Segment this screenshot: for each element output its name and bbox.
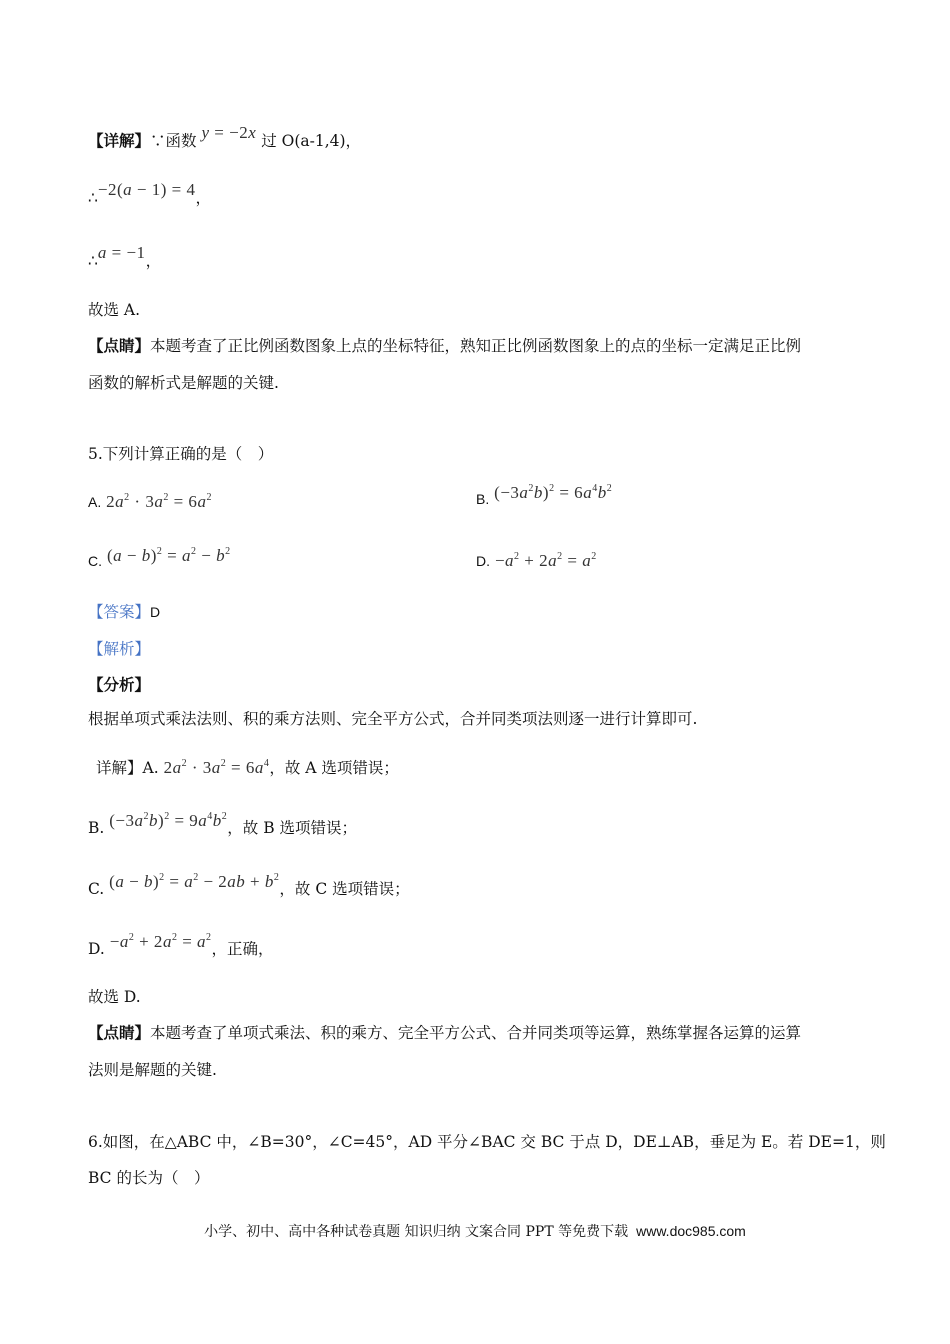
therefore-symbol: ∴ xyxy=(88,189,98,207)
detail-b-text: ，故 B 选项错误； xyxy=(227,819,358,837)
q5-stem: 5.下列计算正确的是（ ） xyxy=(88,445,274,463)
detail-letter: C. xyxy=(88,880,105,898)
page-footer xyxy=(0,1221,950,1241)
option-letter: C. xyxy=(88,553,102,569)
prev-step2 xyxy=(88,243,162,271)
q5-fenxi-text: 根据单项式乘法法则、积的乘方法则、完全平方公式，合并同类项法则逐一进行计算即可. xyxy=(88,710,698,728)
detail-c-text: ，故 C 选项错误； xyxy=(279,880,410,898)
footer-text: 小学、初中、高中各种试卷真题 知识归纳 文案合同 PPT 等免费下载 xyxy=(204,1224,629,1240)
comment-text: 本题考查了正比例函数图象上点的坐标特征，熟知正比例函数图象上的点的坐标一定满足正比例 xyxy=(150,337,802,355)
q6-stem-line2: BC 的长为（ ） xyxy=(88,1169,210,1187)
comment-label: 【点睛】 xyxy=(88,336,151,355)
q5-choose: 故选 D. xyxy=(88,988,141,1006)
q5-comment-line2: 法则是解题的关键. xyxy=(88,1061,217,1079)
footer-url[interactable]: www.doc985.com xyxy=(636,1223,746,1239)
step1-formula: −2(a − 1) = 4 xyxy=(97,180,196,199)
option-d-formula: $-a^2 + 2a^2 = a^2$ xyxy=(494,551,597,570)
detail-b-formula: $(-3a^2b)^2 = 9a^4b^2$ xyxy=(109,811,228,830)
option-c-formula: $(a - b)^2 = a^2 - b^2$ xyxy=(106,546,231,565)
answer-value: D xyxy=(150,604,161,620)
q5-option-d xyxy=(476,551,597,571)
q5-detail-d xyxy=(88,932,274,959)
detail-a-formula: $2a^2 \cdot 3a^2 = 6a^4$ xyxy=(163,758,270,777)
comma: ， xyxy=(195,189,211,207)
function-formula: y = −2x xyxy=(201,123,257,142)
detail-c-formula: $(a - b)^2 = a^2 - 2ab + b^2$ xyxy=(109,872,280,891)
detail-d-text: ，正确， xyxy=(211,940,274,958)
q5-analysis-label: 【解析】 xyxy=(88,640,151,658)
detail-letter: D. xyxy=(88,940,105,958)
comment-label: 【点睛】 xyxy=(88,1023,151,1042)
q5-detail-b xyxy=(88,811,358,838)
option-letter: B. xyxy=(476,491,490,507)
q5-option-b xyxy=(476,483,613,509)
q5-detail-c xyxy=(88,872,410,899)
prev-choose: 故选 A. xyxy=(88,301,141,319)
q5-option-c xyxy=(88,546,231,571)
comma: ， xyxy=(145,252,162,270)
q6-stem-line1: 6.如图，在△ABC 中，∠B=30°，∠C=45°，AD 平分∠BAC 交 BC 于点 D，DE⊥AB，垂足为 E。若 DE=1，则 xyxy=(88,1133,886,1151)
passes-point-text: 过 O(a-1,4)， xyxy=(261,132,362,150)
prev-detail-line xyxy=(88,123,362,151)
comment-text: 本题考查了单项式乘法、积的乘方、完全平方公式、合并同类项等运算，熟练掌握各运算的运算 xyxy=(150,1024,802,1042)
answer-label: 【答案】 xyxy=(88,603,151,621)
detail-a-text: ，故 A 选项错误； xyxy=(269,759,399,777)
q5-answer xyxy=(88,602,160,622)
step2-formula: a = −1 xyxy=(97,243,146,262)
option-letter: A. xyxy=(88,494,102,510)
fenxi-label: 【分析】 xyxy=(88,675,151,694)
detail-label: 【详解】 xyxy=(88,131,151,150)
prev-comment-line1 xyxy=(88,336,801,356)
because-function-text: ∵函数 xyxy=(150,132,197,150)
detail-d-formula: $-a^2 + 2a^2 = a^2$ xyxy=(109,932,212,951)
q5-comment-line1 xyxy=(88,1023,801,1043)
q5-option-a xyxy=(88,492,212,512)
prev-step1 xyxy=(88,180,211,208)
detail-intro: 详解】A. xyxy=(96,759,159,777)
option-a-formula: $2a^2 \cdot 3a^2 = 6a^2$ xyxy=(106,492,212,511)
prev-comment-line2: 函数的解析式是解题的关键. xyxy=(88,374,279,392)
option-b-formula: $(-3a^2b)^2 = 6a^4b^2$ xyxy=(494,483,613,502)
option-letter: D. xyxy=(476,553,490,569)
therefore-symbol: ∴ xyxy=(88,252,98,270)
q5-fenxi-label xyxy=(88,675,150,695)
q5-detail-a xyxy=(96,758,399,778)
detail-letter: B. xyxy=(88,819,105,837)
